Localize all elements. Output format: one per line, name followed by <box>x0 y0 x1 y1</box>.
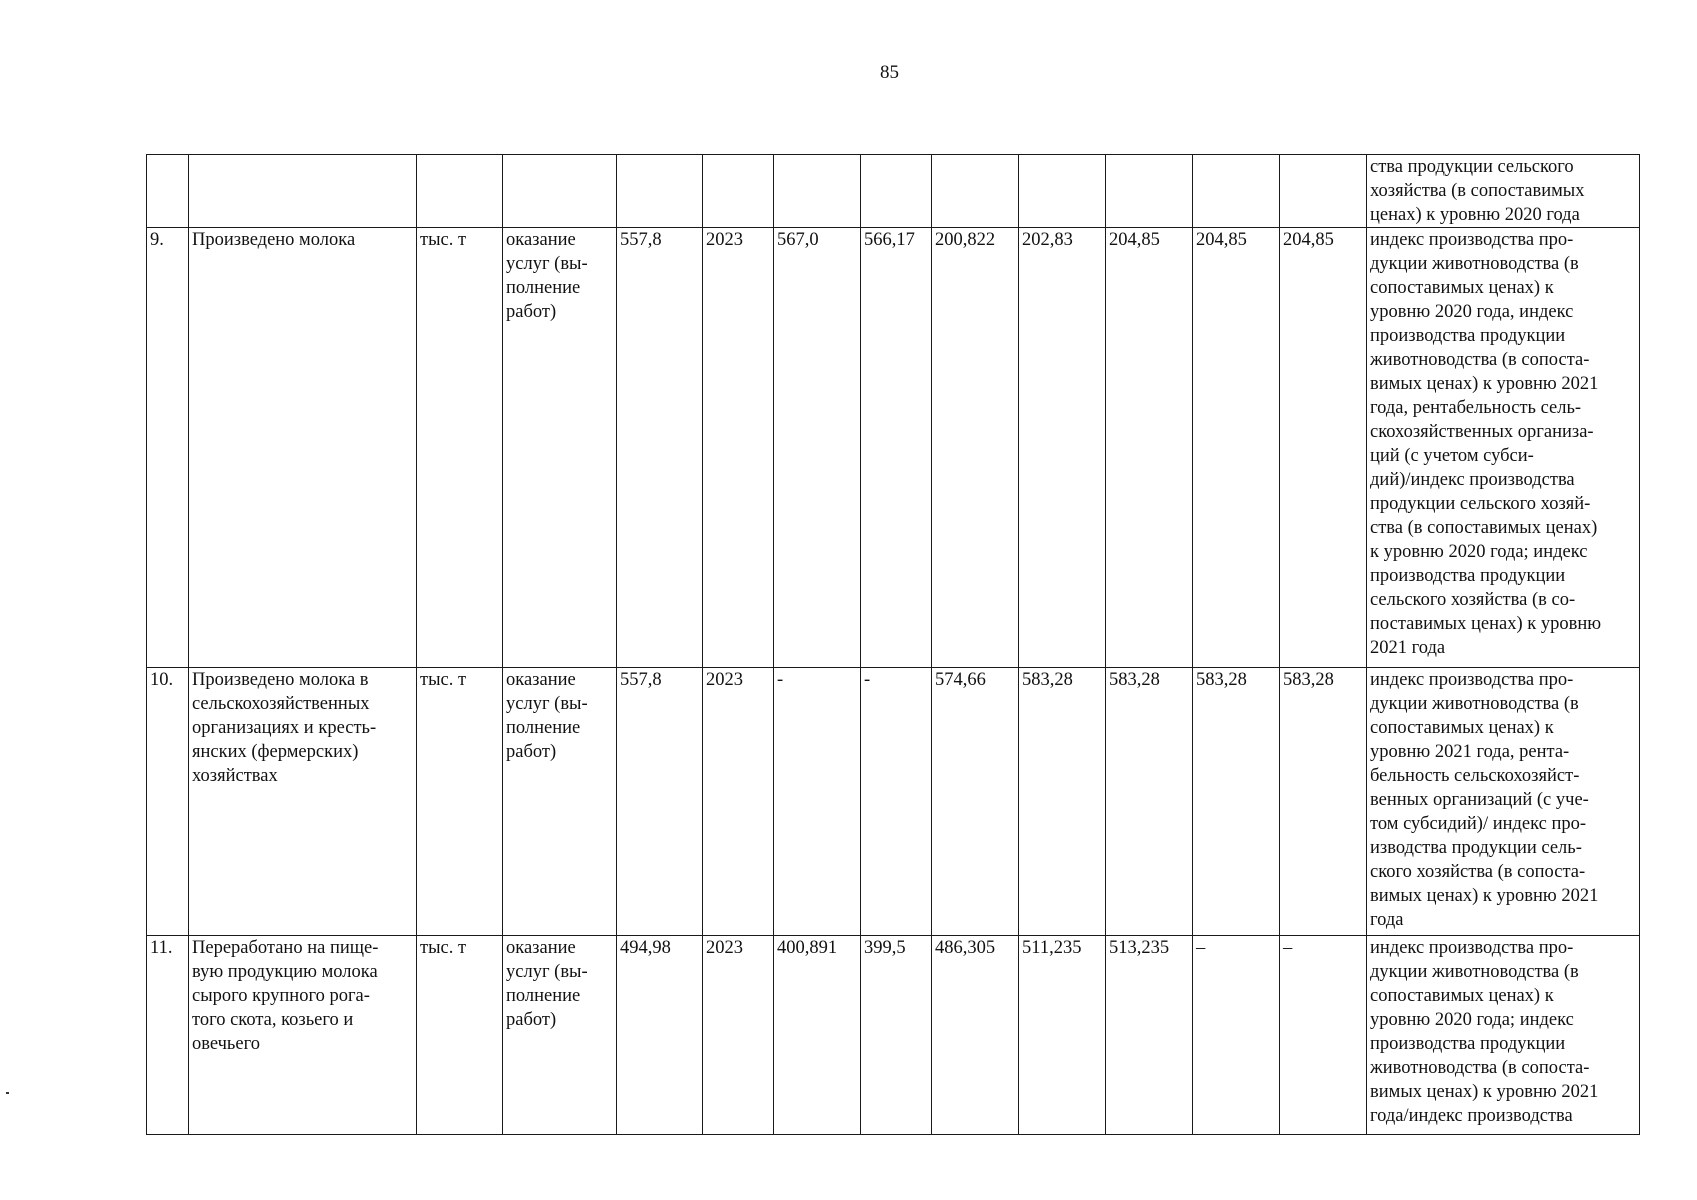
value-cell <box>1280 668 1367 936</box>
value-cell <box>1280 228 1367 668</box>
value-cell <box>932 228 1019 668</box>
value-cell <box>1019 155 1106 228</box>
unit-cell <box>417 936 503 1135</box>
value-text: 511,235 <box>1022 938 1082 958</box>
value-text: 400,891 <box>777 938 838 958</box>
description-line: сопоставимых ценах) к <box>1370 718 1554 738</box>
value-cell <box>1280 936 1367 1135</box>
page-number: 85 <box>880 62 899 83</box>
type-cell <box>503 155 617 228</box>
value-cell <box>1106 668 1193 936</box>
base-value: 557,8 <box>620 670 662 690</box>
description-line: сопоставимых ценах) к <box>1370 278 1554 298</box>
description-line: ского хозяйства (в сопоста- <box>1370 862 1586 882</box>
description-line: года/индекс производства <box>1370 1106 1573 1126</box>
base-year-cell <box>703 228 774 668</box>
value-text: 204,85 <box>1109 230 1160 250</box>
description-line: вимых ценах) к уровню 2021 <box>1370 886 1599 906</box>
type-line: оказание <box>506 938 576 958</box>
description-line: ства (в сопоставимых ценах) <box>1370 518 1598 538</box>
description-line: изводства продукции сель- <box>1370 838 1582 858</box>
description-line: дукции животноводства (в <box>1370 254 1579 274</box>
value-text: 583,28 <box>1022 670 1073 690</box>
value-text: 583,28 <box>1109 670 1160 690</box>
unit-cell <box>417 155 503 228</box>
value-cell <box>1193 228 1280 668</box>
table-row <box>147 936 1640 1135</box>
description-line: продукции сельского хозяй- <box>1370 494 1591 514</box>
value-cell <box>861 228 932 668</box>
description-line: 2021 года <box>1370 638 1446 658</box>
value-text: 574,66 <box>935 670 986 690</box>
type-cell <box>503 668 617 936</box>
type-line: услуг (вы- <box>506 254 588 274</box>
description-line: животноводства (в сопоста- <box>1370 1058 1590 1078</box>
description-cell <box>1367 936 1640 1135</box>
description-line: года <box>1370 910 1404 930</box>
description-line: том субсидий)/ индекс про- <box>1370 814 1587 834</box>
description-line: дукции животноводства (в <box>1370 694 1579 714</box>
base-value: 494,98 <box>620 938 671 958</box>
description-cell <box>1367 668 1640 936</box>
type-line: полнение <box>506 278 581 298</box>
description-line: производства продукции <box>1370 326 1566 346</box>
unit-text: тыс. т <box>420 938 467 958</box>
indicator-name-line: Произведено молока <box>192 230 356 250</box>
type-cell <box>503 228 617 668</box>
description-line: бельность сельскохозяйст- <box>1370 766 1580 786</box>
base-year: 2023 <box>706 670 743 690</box>
type-line: услуг (вы- <box>506 694 588 714</box>
value-cell <box>1019 936 1106 1135</box>
indicator-name-line: янских (фермерских) <box>192 742 359 762</box>
base-year: 2023 <box>706 230 743 250</box>
value-cell <box>1019 228 1106 668</box>
value-cell <box>1280 155 1367 228</box>
description-line: производства продукции <box>1370 566 1566 586</box>
indicator-name-line: сырого крупного рога- <box>192 986 370 1006</box>
unit-cell <box>417 228 503 668</box>
row-number-cell <box>147 936 189 1135</box>
value-text: 567,0 <box>777 230 819 250</box>
description-line: венных организаций (с уче- <box>1370 790 1589 810</box>
value-text: 583,28 <box>1283 670 1334 690</box>
value-text: 202,83 <box>1022 230 1073 250</box>
base-value-cell <box>617 668 703 936</box>
description-line: сельского хозяйства (в со- <box>1370 590 1576 610</box>
description-line: ства продукции сельского <box>1370 157 1574 177</box>
type-line: работ) <box>506 1010 557 1030</box>
value-cell <box>703 155 774 228</box>
value-cell <box>1193 155 1280 228</box>
value-cell <box>861 155 932 228</box>
value-text: - <box>864 670 871 690</box>
name-cell <box>189 155 417 228</box>
type-line: работ) <box>506 302 557 322</box>
value-cell <box>932 668 1019 936</box>
indicator-name-cell <box>189 668 417 936</box>
indicator-name-line: организациях и кресть- <box>192 718 377 738</box>
indicator-name-line: хозяйствах <box>192 766 278 786</box>
num-cell <box>147 155 189 228</box>
description-line: ций (с учетом субси- <box>1370 446 1534 466</box>
description-line: вимых ценах) к уровню 2021 <box>1370 1082 1599 1102</box>
table-row <box>147 668 1640 936</box>
value-cell <box>1193 936 1280 1135</box>
value-cell <box>1106 936 1193 1135</box>
base-year-cell <box>703 936 774 1135</box>
value-cell <box>861 936 932 1135</box>
indicator-name-line: сельскохозяйственных <box>192 694 370 714</box>
indicator-table <box>146 154 1640 1135</box>
description-line: хозяйства (в сопоставимых <box>1370 181 1585 201</box>
type-line: работ) <box>506 742 557 762</box>
type-line: полнение <box>506 718 581 738</box>
description-line: сопоставимых ценах) к <box>1370 986 1554 1006</box>
value-text: 200,822 <box>935 230 996 250</box>
value-text: - <box>777 670 784 690</box>
row-number: 10. <box>150 670 174 690</box>
type-line: оказание <box>506 230 576 250</box>
table-body <box>147 155 1640 1135</box>
indicator-name-line: овечьего <box>192 1034 260 1054</box>
base-year-cell <box>703 668 774 936</box>
row-number-cell <box>147 668 189 936</box>
scan-artifact-dot <box>6 1092 9 1094</box>
unit-cell <box>417 668 503 936</box>
description-line: индекс производства про- <box>1370 230 1574 250</box>
base-year: 2023 <box>706 938 743 958</box>
description-line: поставимых ценах) к уровню <box>1370 614 1602 634</box>
value-cell <box>774 228 861 668</box>
description-line: индекс производства про- <box>1370 938 1574 958</box>
base-value: 557,8 <box>620 230 662 250</box>
row-number: 11. <box>150 938 173 958</box>
description-cell <box>1367 228 1640 668</box>
indicator-name-line: вую продукцию молока <box>192 962 378 982</box>
value-text: 399,5 <box>864 938 906 958</box>
value-cell <box>774 936 861 1135</box>
description-line: уровню 2021 года, рента- <box>1370 742 1570 762</box>
indicator-name-line: Переработано на пище- <box>192 938 379 958</box>
description-line: дукции животноводства (в <box>1370 962 1579 982</box>
value-cell <box>1193 668 1280 936</box>
indicator-name-line: того скота, козьего и <box>192 1010 354 1030</box>
unit-text: тыс. т <box>420 230 467 250</box>
table-row <box>147 228 1640 668</box>
row-number-cell <box>147 228 189 668</box>
value-cell <box>932 155 1019 228</box>
type-line: полнение <box>506 986 581 1006</box>
description-line: уровню 2020 года; индекс <box>1370 1010 1574 1030</box>
description-line: года, рентабельность сель- <box>1370 398 1582 418</box>
row-number: 9. <box>150 230 164 250</box>
value-text: 566,17 <box>864 230 915 250</box>
indicator-name-cell <box>189 936 417 1135</box>
type-line: оказание <box>506 670 576 690</box>
type-line: услуг (вы- <box>506 962 588 982</box>
value-cell <box>1106 228 1193 668</box>
description-line: ценах) к уровню 2020 года <box>1370 205 1580 225</box>
value-text: 204,85 <box>1283 230 1334 250</box>
value-cell <box>774 155 861 228</box>
value-text: 513,235 <box>1109 938 1170 958</box>
indicator-name-line: Произведено молока в <box>192 670 369 690</box>
base-value-cell <box>617 228 703 668</box>
description-line: к уровню 2020 года; индекс <box>1370 542 1588 562</box>
value-text: 583,28 <box>1196 670 1247 690</box>
description-line: индекс производства про- <box>1370 670 1574 690</box>
value-cell <box>617 155 703 228</box>
value-cell <box>932 936 1019 1135</box>
value-text: 204,85 <box>1196 230 1247 250</box>
value-text: – <box>1196 938 1206 958</box>
base-value-cell <box>617 936 703 1135</box>
description-line: скохозяйственных организа- <box>1370 422 1594 442</box>
description-line: животноводства (в сопоста- <box>1370 350 1590 370</box>
value-text: 486,305 <box>935 938 996 958</box>
description-line: производства продукции <box>1370 1034 1566 1054</box>
value-cell <box>1019 668 1106 936</box>
description-cell <box>1367 155 1640 228</box>
description-line: дий)/индекс производства <box>1370 470 1575 490</box>
value-text: – <box>1283 938 1293 958</box>
unit-text: тыс. т <box>420 670 467 690</box>
indicator-name-cell <box>189 228 417 668</box>
value-cell <box>774 668 861 936</box>
description-line: уровню 2020 года, индекс <box>1370 302 1574 322</box>
value-cell <box>1106 155 1193 228</box>
continuation-row <box>147 155 1640 228</box>
description-line: вимых ценах) к уровню 2021 <box>1370 374 1599 394</box>
value-cell <box>861 668 932 936</box>
type-cell <box>503 936 617 1135</box>
